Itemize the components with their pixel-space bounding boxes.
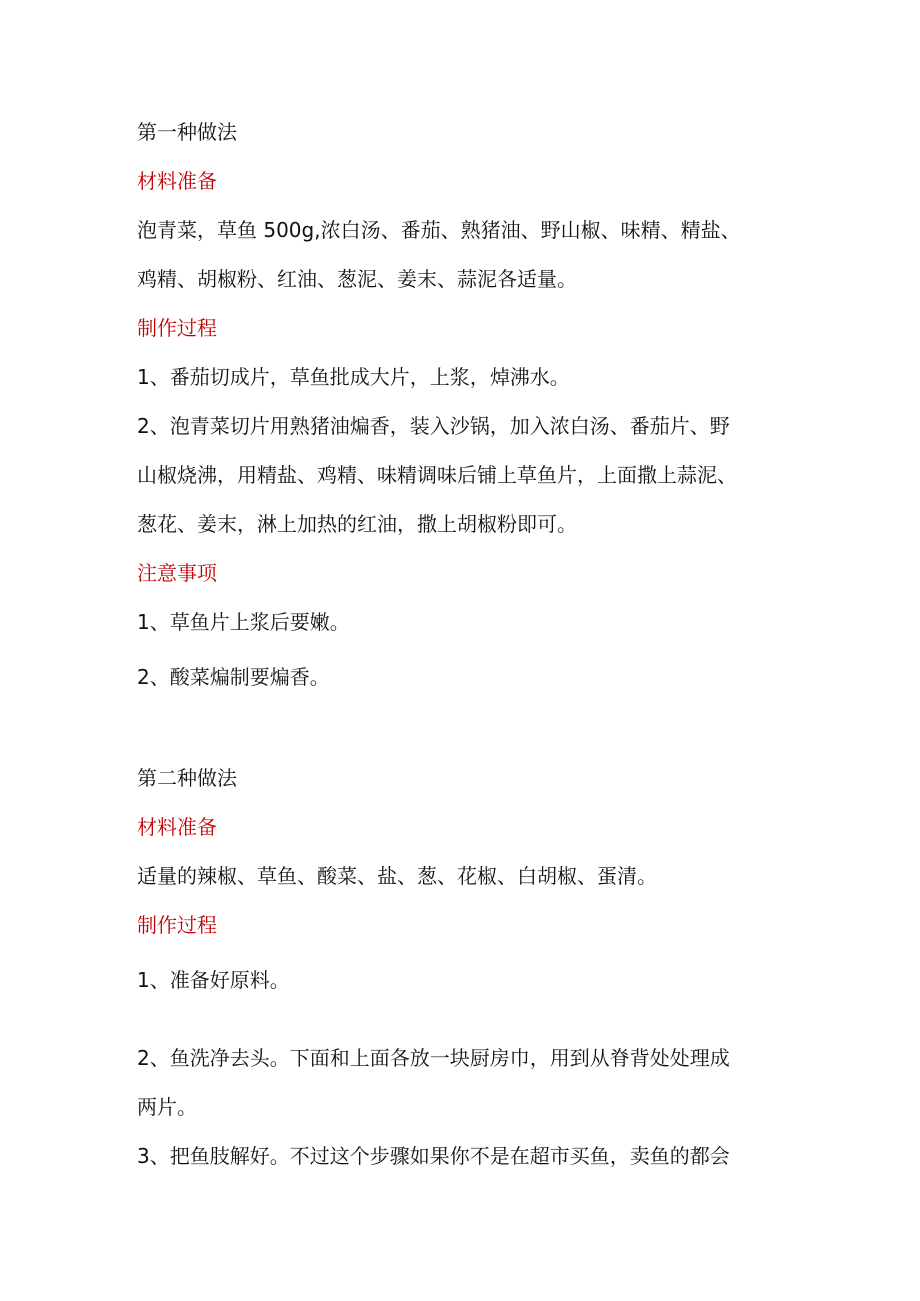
method-1-materials-heading: 材料准备 [137,169,217,193]
method-1-process-line-2: 2、泡青菜切片用熟猪油煸香，装入沙锅，加入浓白汤、番茄片、野 [137,414,730,438]
method-1-title: 第一种做法 [137,120,237,144]
method-2-process-line-3: 两片。 [137,1095,197,1119]
method-2-materials-heading: 材料准备 [137,815,217,839]
method-2-title: 第二种做法 [137,766,237,790]
method-1-materials-line-2: 鸡精、胡椒粉、红油、葱泥、姜末、蒜泥各适量。 [137,267,577,291]
method-1-process-line-4: 葱花、姜末，淋上加热的红油，撒上胡椒粉即可。 [137,512,577,536]
method-1-process-line-1: 1、番茄切成片，草鱼批成大片，上浆，焯沸水。 [137,365,570,389]
method-2-process-line-4: 3、把鱼肢解好。不过这个步骤如果你不是在超市买鱼，卖鱼的都会 [137,1144,730,1168]
method-2-process-heading: 制作过程 [137,913,217,937]
method-2-process-line-1: 1、准备好原料。 [137,968,290,992]
method-1-notes-line-1: 1、草鱼片上浆后要嫩。 [137,610,350,634]
method-1-notes-line-2: 2、酸菜煸制要煸香。 [137,665,330,689]
method-1-materials-line-1: 泡青菜，草鱼 500g,浓白汤、番茄、熟猪油、野山椒、味精、精盐、 [137,218,741,242]
method-1-process-heading: 制作过程 [137,316,217,340]
method-2-process-line-2: 2、鱼洗净去头。下面和上面各放一块厨房巾，用到从脊背处处理成 [137,1046,730,1070]
method-2-materials-line-1: 适量的辣椒、草鱼、酸菜、盐、葱、花椒、白胡椒、蛋清。 [137,864,657,888]
method-1-notes-heading: 注意事项 [137,561,217,585]
method-1-process-line-3: 山椒烧沸，用精盐、鸡精、味精调味后铺上草鱼片，上面撒上蒜泥、 [137,463,737,487]
